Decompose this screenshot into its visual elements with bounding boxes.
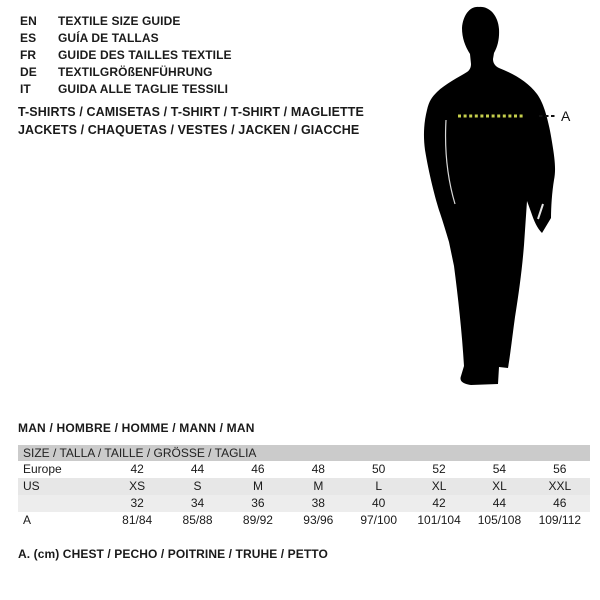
- table-row-chest-a: [18, 512, 590, 529]
- size-table-header: SIZE / TALLA / TAILLE / GRÖSSE / TAGLIA: [18, 445, 590, 461]
- table-cell: XL: [431, 479, 447, 493]
- language-label: TEXTILE SIZE GUIDE: [58, 14, 181, 28]
- table-cell: 52: [432, 462, 446, 476]
- language-label: GUIDA ALLE TAGLIE TESSILI: [58, 82, 229, 96]
- language-list: [20, 13, 232, 98]
- language-label: GUIDE DES TAILLES TEXTILE: [58, 48, 232, 62]
- table-cell: 46: [553, 496, 567, 510]
- table-row-numeric: [18, 495, 590, 512]
- language-label: TEXTILGRÖßENFÜHRUNG: [58, 65, 213, 79]
- table-cell: 40: [372, 496, 386, 510]
- table-cell: 97/100: [360, 513, 398, 527]
- table-cell: 109/112: [538, 513, 582, 527]
- table-cell: 56: [553, 462, 567, 476]
- language-row: [20, 81, 232, 98]
- table-cell: 32: [130, 496, 144, 510]
- table-cell: 42: [130, 462, 144, 476]
- category-line-tshirts: T-SHIRTS / CAMISETAS / T-SHIRT / T-SHIRT / MAGLIETTE: [18, 105, 364, 119]
- table-cell: 101/104: [417, 513, 461, 527]
- table-cell: 89/92: [242, 513, 273, 527]
- table-cell: M: [313, 479, 324, 493]
- language-row: [20, 30, 232, 47]
- language-code: FR: [20, 48, 37, 62]
- language-row: [20, 64, 232, 81]
- table-cell: 44: [190, 462, 205, 476]
- table-cell: M: [252, 479, 263, 493]
- table-cell: 38: [311, 496, 325, 510]
- footnote-chest-measure: A. (cm) CHEST / PECHO / POITRINE / TRUHE / PETTO: [18, 547, 328, 561]
- category-line-jackets: JACKETS / CHAQUETAS / VESTES / JACKEN / GIACCHE: [18, 122, 360, 137]
- table-cell: 93/96: [303, 513, 334, 527]
- table-cell: XXL: [548, 479, 572, 493]
- row-label: A: [23, 513, 32, 527]
- language-code: DE: [20, 65, 37, 79]
- table-cell: 85/88: [182, 513, 213, 527]
- silhouette-body: [424, 7, 555, 385]
- garment-categories: [18, 104, 364, 139]
- table-cell: 46: [251, 462, 265, 476]
- table-cell: 81/84: [122, 513, 153, 527]
- table-cell: 54: [492, 462, 507, 476]
- language-row: [20, 13, 232, 30]
- table-cell: 36: [251, 496, 265, 510]
- row-label: Europe: [23, 462, 62, 476]
- section-title-man: MAN / HOMBRE / HOMME / MANN / MAN: [18, 421, 255, 435]
- table-row-us: [18, 478, 590, 495]
- table-cell: S: [193, 479, 202, 493]
- table-row-europe: [18, 461, 590, 478]
- table-cell: 105/108: [477, 513, 522, 527]
- table-cell: 50: [372, 462, 386, 476]
- table-cell: XL: [492, 479, 507, 493]
- table-cell: XS: [129, 479, 146, 493]
- size-table: [18, 445, 590, 529]
- row-label: US: [23, 479, 40, 493]
- measure-label-a: A: [561, 108, 571, 124]
- language-code: ES: [20, 31, 37, 45]
- language-row: [20, 47, 232, 64]
- man-silhouette-svg: [415, 2, 585, 398]
- table-cell: L: [375, 479, 383, 493]
- man-silhouette-figure: [415, 2, 585, 398]
- table-cell: 48: [311, 462, 325, 476]
- table-cell: 44: [492, 496, 507, 510]
- language-label: GUÍA DE TALLAS: [58, 31, 159, 45]
- table-cell: 34: [190, 496, 205, 510]
- language-code: IT: [20, 82, 31, 96]
- language-code: EN: [20, 14, 37, 28]
- table-cell: 42: [432, 496, 446, 510]
